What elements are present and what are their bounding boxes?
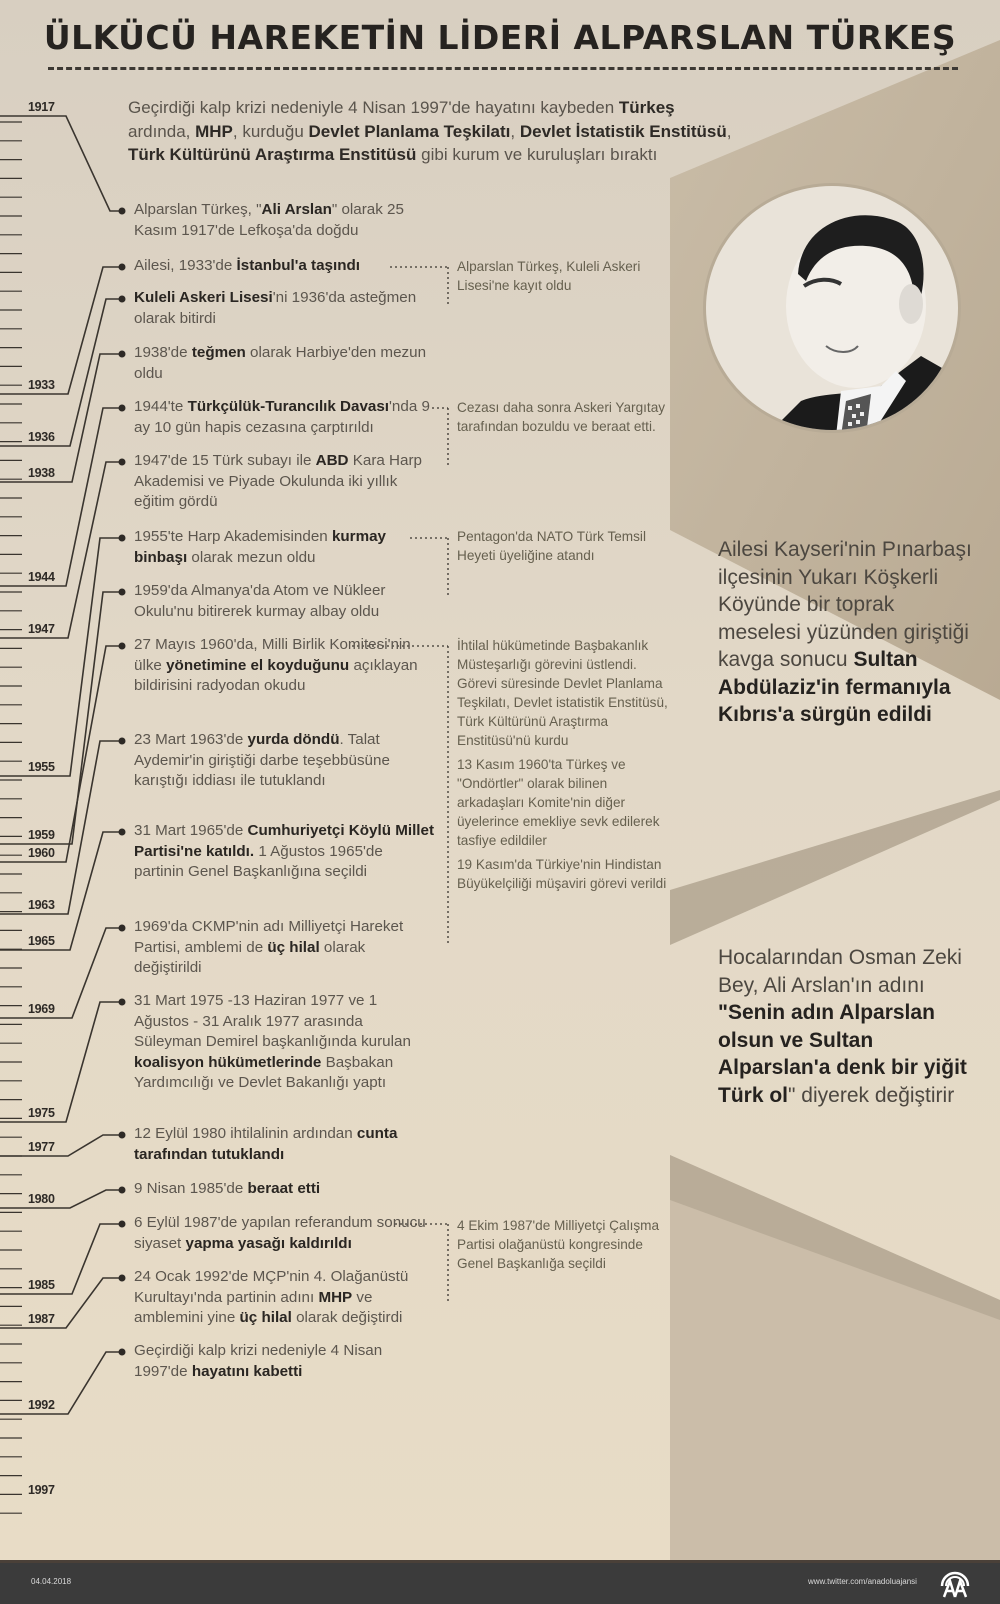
note-paragraph: Alparslan Türkeş, Kuleli Askeri Lisesi'ne kayıt oldu bbox=[457, 259, 641, 293]
note-paragraph: Cezası daha sonra Askeri Yargıtay tarafından bozuldu ve beraat etti. bbox=[457, 400, 666, 434]
timeline-side-note bbox=[457, 398, 672, 441]
timeline-event bbox=[134, 200, 434, 241]
text-segment: " olarak 25 Kasım 1917'de Lefkoşa'da doğdu bbox=[134, 201, 404, 239]
footer-twitter-link[interactable]: www.twitter.com/anadoluajansi bbox=[808, 1577, 917, 1586]
emphasis-text: üç hilal bbox=[267, 938, 320, 956]
text-segment: Ailesi Kayseri'nin Pınarbaşı ilçesinin Yukarı Köşkerli Köyünde bir toprak meselesi yüzünden giriştiği kavga sonucu bbox=[718, 538, 972, 671]
text-segment: 1 Ağustos 1965'de partinin Genel Başkanlığına seçildi bbox=[134, 842, 383, 880]
timeline-year-label: 1936 bbox=[28, 430, 55, 444]
timeline-connector bbox=[0, 299, 120, 446]
text-segment: Hocalarından Osman Zeki Bey, Ali Arslan'ın adını bbox=[718, 946, 962, 997]
footer-date: 04.04.2018 bbox=[31, 1577, 72, 1586]
anadolu-agency-logo-icon bbox=[938, 1568, 972, 1598]
timeline-side-note bbox=[457, 636, 672, 898]
note-paragraph: 13 Kasım 1960'ta Türkeş ve "Ondörtler" olarak bilinen arkadaşları Komite'nin diğer üyelerince emekliye sevk edilerek tasfiye edildiler bbox=[457, 757, 660, 848]
footer-bar bbox=[0, 1560, 1000, 1604]
timeline-dot bbox=[119, 1187, 126, 1194]
family-origin-text bbox=[718, 536, 978, 729]
text-segment: 1947'de 15 Türk subayı ile bbox=[134, 452, 316, 469]
timeline-event bbox=[134, 1124, 434, 1165]
note-paragraph: 19 Kasım'da Türkiye'nin Hindistan Büyükelçiliği müşaviri görevi verildi bbox=[457, 857, 667, 891]
emphasis-text: ABD bbox=[315, 452, 349, 469]
timeline-event bbox=[134, 1213, 434, 1254]
timeline-connector bbox=[0, 267, 120, 394]
timeline-dot bbox=[119, 589, 126, 596]
text-segment: 24 Ocak 1992'de MÇP'nin 4. Olağanüstü Kurultayı'nda partinin adını bbox=[134, 1268, 409, 1306]
timeline-side-note bbox=[457, 257, 672, 300]
text-segment: Ailesi, 1933'de bbox=[134, 257, 237, 274]
note-paragraph: Pentagon'da NATO Türk Temsil Heyeti üyeliğine atandı bbox=[457, 529, 646, 563]
emphasis-text: teğmen bbox=[191, 344, 246, 361]
timeline-dot bbox=[119, 264, 126, 271]
text-segment: , bbox=[726, 121, 732, 141]
timeline-connector bbox=[0, 354, 120, 482]
timeline-event bbox=[134, 730, 434, 792]
emphasis-text: MHP bbox=[318, 1288, 353, 1306]
timeline-event bbox=[134, 527, 434, 568]
emphasis-text: Türkeş bbox=[618, 98, 675, 117]
text-segment: Alparslan Türkeş, " bbox=[134, 201, 262, 218]
timeline-year-label: 1960 bbox=[28, 846, 55, 860]
text-segment: 1944'te bbox=[134, 398, 188, 415]
intro-paragraph bbox=[128, 96, 738, 167]
timeline-year-label: 1992 bbox=[28, 1398, 55, 1412]
emphasis-text: İstanbul'a taşındı bbox=[236, 257, 360, 274]
text-segment: Başbakan Yardımcılığı ve Devlet Bakanlığı yaptı bbox=[134, 1053, 394, 1091]
emphasis-text: "Senin adın Alparslan olsun ve Sultan Alparslan'a denk bir yiğit Türk ol bbox=[718, 1001, 967, 1107]
timeline-dot bbox=[119, 643, 126, 650]
text-segment: olarak Harbiye'den mezun oldu bbox=[134, 344, 427, 382]
emphasis-text: yurda döndü bbox=[247, 731, 340, 748]
timeline-dot bbox=[119, 999, 126, 1006]
timeline-dot bbox=[119, 405, 126, 412]
timeline-event bbox=[134, 256, 434, 277]
emphasis-text: beraat etti bbox=[247, 1180, 321, 1197]
timeline-dot bbox=[119, 925, 126, 932]
timeline-year-label: 1997 bbox=[28, 1483, 55, 1497]
note-paragraph: İhtilal hükümetinde Başbakanlık Müsteşarlığı görevini üstlendi. Görevi süresinde Devlet Planlama Teşkilatı, Devlet istatistik Enstitüsü, Türk Kültürünü Araştırma Enstitüsü'nü kurdu bbox=[457, 638, 668, 748]
timeline-dot bbox=[119, 296, 126, 303]
timeline-side-note bbox=[457, 527, 672, 570]
text-segment: olarak değiştirildi bbox=[134, 938, 366, 976]
emphasis-text: Ali Arslan bbox=[261, 201, 332, 218]
text-segment: , kurduğu bbox=[232, 121, 309, 141]
timeline-event bbox=[134, 451, 434, 513]
text-segment: 'nda 9 ay 10 gün hapis cezasına çarptırıldı bbox=[134, 398, 430, 436]
timeline-dot bbox=[119, 829, 126, 836]
text-segment: gibi kurum ve kuruluşları bıraktı bbox=[416, 145, 658, 164]
name-change-text bbox=[718, 944, 978, 1109]
timeline-event bbox=[134, 821, 434, 883]
emphasis-text: hayatını kabetti bbox=[191, 1362, 303, 1380]
timeline-dot bbox=[119, 351, 126, 358]
emphasis-text: cunta tarafından tutuklandı bbox=[134, 1125, 398, 1163]
timeline-dot bbox=[119, 1132, 126, 1139]
timeline-year-label: 1938 bbox=[28, 466, 55, 480]
emphasis-text: MHP bbox=[195, 121, 233, 141]
text-segment: 31 Mart 1975 -13 Haziran 1977 ve 1 Ağustos - 31 Aralık 1977 arasında Süleyman Demirel başkanlığında kurulan bbox=[134, 992, 411, 1050]
emphasis-text: Devlet İstatistik Enstitüsü bbox=[519, 121, 727, 141]
text-segment: 12 Eylül 1980 ihtilalinin ardından bbox=[134, 1125, 357, 1142]
timeline-event bbox=[134, 581, 434, 622]
text-segment: ardında, bbox=[128, 121, 196, 141]
timeline-event bbox=[134, 1179, 434, 1200]
timeline-year-label: 1980 bbox=[28, 1192, 55, 1206]
timeline-year-label: 1933 bbox=[28, 378, 55, 392]
timeline-event bbox=[134, 397, 434, 438]
text-segment: " diyerek değiştirir bbox=[788, 1083, 955, 1107]
timeline-year-label: 1965 bbox=[28, 934, 55, 948]
timeline-event bbox=[134, 1341, 434, 1382]
emphasis-text: kurmay binbaşı bbox=[134, 528, 386, 566]
timeline-year-label: 1963 bbox=[28, 898, 55, 912]
text-segment: 1955'te Harp Akademisinden bbox=[134, 528, 332, 545]
text-segment: . Talat Aydemir'in giriştiği darbe teşebbüsüne karıştığı iddiası ile tutuklandı bbox=[134, 731, 390, 789]
timeline-dot bbox=[119, 738, 126, 745]
text-segment: Geçirdiği kalp krizi nedeniyle 4 Nisan 1997'de hayatını kaybeden bbox=[128, 98, 619, 117]
emphasis-text: Cumhuriyetçi Köylü Millet Partisi'ne katıldı. bbox=[134, 822, 435, 860]
text-segment: 31 Mart 1965'de bbox=[134, 822, 248, 839]
timeline-event bbox=[134, 343, 434, 384]
emphasis-text: koalisyon hükümetlerinde bbox=[134, 1053, 322, 1071]
emphasis-text: Sultan Abdülaziz'in fermanıyla Kıbrıs'a sürgün edildi bbox=[718, 648, 951, 726]
timeline-year-label: 1955 bbox=[28, 760, 55, 774]
title-divider bbox=[48, 67, 958, 70]
timeline-dot bbox=[119, 1349, 126, 1356]
emphasis-text: üç hilal bbox=[239, 1309, 292, 1326]
text-segment: olarak mezun oldu bbox=[187, 548, 316, 566]
emphasis-text: Kuleli Askeri Lisesi bbox=[134, 289, 273, 306]
text-segment: 9 Nisan 1985'de bbox=[134, 1180, 248, 1197]
text-segment: Kara Harp Akademisi ve Piyade Okulunda iki yıllık eğitim gördü bbox=[134, 452, 422, 510]
timeline-event bbox=[134, 1267, 434, 1329]
text-segment: olarak değiştirdi bbox=[291, 1309, 403, 1326]
bg-band-middle bbox=[670, 790, 1000, 945]
timeline-event bbox=[134, 917, 434, 979]
timeline-dot bbox=[119, 459, 126, 466]
emphasis-text: yönetimine el koyduğunu bbox=[166, 656, 350, 674]
timeline-dot bbox=[119, 535, 126, 542]
text-segment: , bbox=[510, 121, 520, 141]
timeline-year-label: 1969 bbox=[28, 1002, 55, 1016]
emphasis-text: Devlet Planlama Teşkilatı bbox=[308, 121, 511, 141]
timeline-year-label: 1977 bbox=[28, 1140, 55, 1154]
timeline-event bbox=[134, 635, 434, 697]
text-segment: 23 Mart 1963'de bbox=[134, 731, 248, 748]
timeline-year-label: 1987 bbox=[28, 1312, 55, 1326]
timeline-year-label: 1947 bbox=[28, 622, 55, 636]
text-segment: 6 Eylül 1987'de yapılan referandum sonucu siyaset bbox=[134, 1214, 426, 1252]
text-segment: 1969'da CKMP'nin adı Milliyetçi Hareket Partisi, amblemi de bbox=[134, 918, 404, 956]
timeline-year-label: 1944 bbox=[28, 570, 55, 584]
timeline-year-label: 1917 bbox=[28, 100, 55, 114]
portrait-photo bbox=[703, 183, 961, 433]
emphasis-text: Türk Kültürünü Araştırma Enstitüsü bbox=[128, 145, 417, 164]
emphasis-text: yapma yasağı kaldırıldı bbox=[185, 1234, 352, 1252]
text-segment: 1959'da Almanya'da Atom ve Nükleer Okulu'nu bitirerek kurmay albay oldu bbox=[134, 582, 386, 620]
text-segment: 27 Mayıs 1960'da, Milli Birlik Komitesi'nin ülke bbox=[134, 636, 411, 674]
timeline-side-note bbox=[457, 1216, 672, 1278]
emphasis-text: Türkçülük-Turancılık Davası bbox=[187, 398, 390, 415]
note-paragraph: 4 Ekim 1987'de Milliyetçi Çalışma Partisi olağanüstü kongresinde Genel Başkanlığa seçildi bbox=[457, 1218, 660, 1271]
timeline-year-label: 1959 bbox=[28, 828, 55, 842]
page-title: ÜLKÜCÜ HAREKETİN LİDERİ ALPARSLAN TÜRKEŞ bbox=[43, 18, 957, 57]
text-segment: açıklayan bildirisini radyodan okudu bbox=[134, 656, 418, 694]
timeline-connector bbox=[0, 462, 120, 638]
text-segment: 'ni 1936'da asteğmen olarak bitirdi bbox=[134, 289, 417, 327]
timeline-year-label: 1985 bbox=[28, 1278, 55, 1292]
text-segment: 1938'de bbox=[134, 344, 192, 361]
timeline-event bbox=[134, 288, 434, 329]
text-segment: Geçirdiği kalp krizi nedeniyle 4 Nisan 1997'de bbox=[134, 1342, 383, 1380]
timeline-event bbox=[134, 991, 414, 1094]
timeline-year-label: 1975 bbox=[28, 1106, 55, 1120]
text-segment: ve amblemini yine bbox=[134, 1288, 373, 1326]
timeline-dot bbox=[119, 1275, 126, 1282]
timeline-dot bbox=[119, 208, 126, 215]
timeline-dot bbox=[119, 1221, 126, 1228]
